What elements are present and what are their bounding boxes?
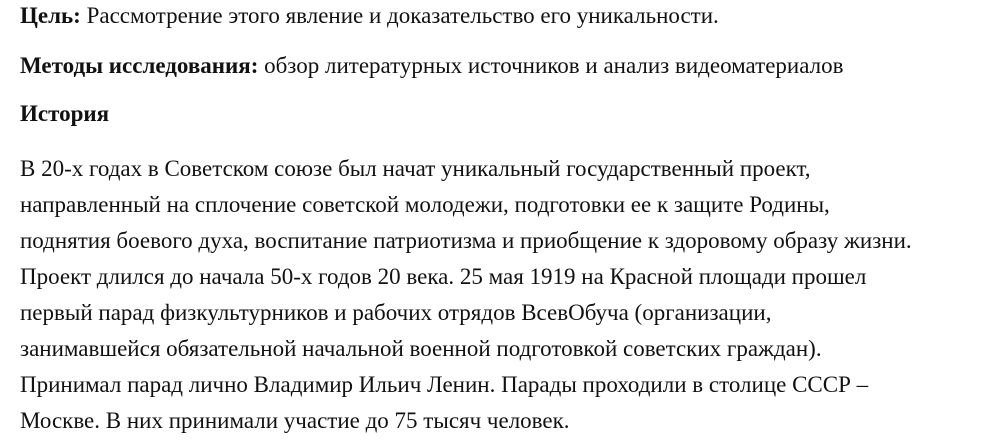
- goal-label: Цель:: [20, 3, 81, 28]
- goal-text: Рассмотрение этого явление и доказательство его уникальности.: [80, 3, 719, 28]
- methods-paragraph: [20, 52, 843, 80]
- methods-text: обзор литературных источников и анализ видеоматериалов: [258, 53, 844, 78]
- history-line: В 20-х годах в Советском союзе был начат уникальный государственный проект,: [20, 156, 811, 181]
- history-line: Проект длился до начала 50-х годов 20 века. 25 мая 1919 на Красной площади прошел: [20, 264, 867, 289]
- history-line: поднятия боевого духа, воспитание патриотизма и приобщение к здоровому образу жизни.: [20, 228, 912, 253]
- methods-label: Методы исследования:: [20, 53, 259, 78]
- history-line: направленный на сплочение советской молодежи, подготовки ее к защите Родины,: [20, 192, 830, 217]
- history-line: занимавшейся обязательной начальной военной подготовкой советских граждан).: [20, 336, 822, 361]
- history-line: Москве. В них принимали участие до 75 тысяч человек.: [20, 408, 570, 433]
- history-line: Принимал парад лично Владимир Ильич Ленин. Парады проходили в столице СССР –: [20, 372, 869, 397]
- goal-paragraph: [20, 2, 719, 30]
- history-line: первый парад физкультурников и рабочих отрядов ВсевОбуча (организации,: [20, 300, 772, 325]
- history-heading: История: [20, 101, 110, 126]
